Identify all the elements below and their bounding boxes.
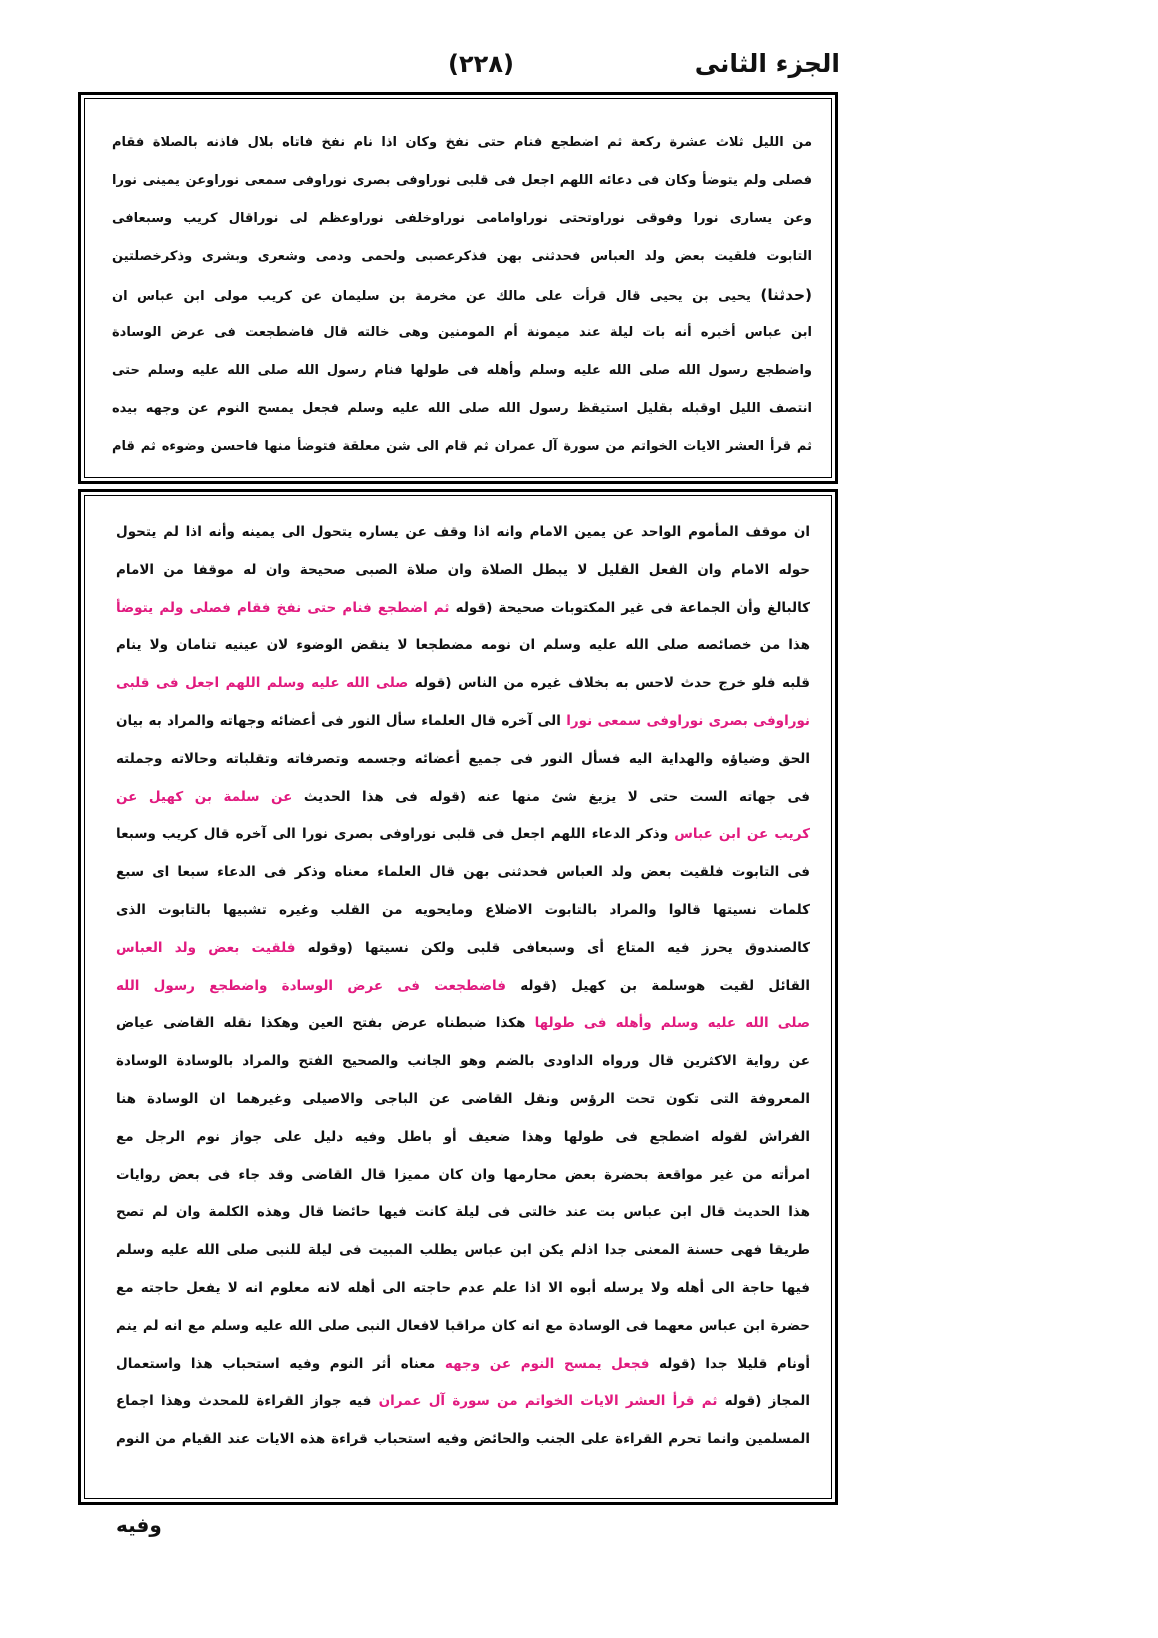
commentary-line: [116, 1157, 810, 1195]
commentary-line: [116, 1119, 810, 1157]
commentary-text: الى آخره قال العلماء سأل النور فى أعضائه وجهاته والمراد به بيان: [116, 712, 567, 729]
hadith-text: وعن يسارى نورا وفوقى نوراوتحتى نوراوامامى نوراوخلفى نوراوعظم لى نوراقال كريب وسبعافى: [112, 211, 812, 226]
commentary-text: معناه أثر النوم وفيه استحباب هذا واستعمال: [116, 1355, 445, 1372]
hadith-text: فصلى ولم يتوضأ وكان فى دعائه اللهم اجعل فى قلبى نوراوفى بصرى نوراوفى سمعى نوراوعن يمينى نورا: [112, 173, 812, 188]
commentary-text: فى التابوت فلقيت بعض ولد العباس فحدثنى بهن قال العلماء معناه وذكر فى الدعاء سبعا اى سبع: [116, 864, 810, 881]
quoted-matn: كريب عن ابن عباس: [674, 826, 810, 843]
quoted-matn: صلى الله عليه وسلم اللهم اجعل فى قلبى: [116, 675, 409, 692]
commentary-line: [116, 703, 810, 741]
commentary-text: قلبه فلو خرج حدث لاحس به بخلاف غيره من الناس (قوله: [408, 675, 810, 692]
commentary-line: [116, 665, 810, 703]
quoted-matn: ثم قرأ العشر الايات الخواتم من سورة آل عمران: [378, 1393, 718, 1410]
commentary-text: حوله الامام وان الفعل القليل لا يبطل الصلاة وان صلاة الصبى صحيحة وان له موقفا من الامام: [116, 561, 810, 578]
commentary-line: [116, 1308, 810, 1346]
hadith-line: [112, 162, 812, 200]
commentary-text: حضرة ابن عباس معهما فى الوسادة مع انه كان مراقبا لافعال النبى صلى الله عليه وسلم مع انه لم ينم: [116, 1317, 810, 1334]
commentary-text-block: [116, 514, 810, 1459]
hadith-line: [112, 428, 812, 466]
commentary-line: [116, 1346, 810, 1384]
commentary-text: المعروفة التى تكون تحت الرؤس ونقل القاضى عن الباجى والاصيلى وغيرهما ان الوسادة هنا: [116, 1090, 810, 1107]
commentary-text: هذا من خصائصه صلى الله عليه وسلم ان نومه مضطجعا لا ينقض الوضوء لان عينيه تنامان ولا ينام: [116, 637, 810, 654]
commentary-text: كلمات نسيتها قالوا والمراد بالتابوت الاضلاع ومايحويه من القلب وغيره تشبيها بالتابوت الذى: [116, 901, 810, 918]
hadith-box: [78, 92, 838, 484]
hadith-line: [112, 124, 812, 162]
commentary-line: [116, 1232, 810, 1270]
commentary-text: المسلمين وانما تحرم القراءة على الجنب والحائض وفيه استحباب قراءة هذه الايات عند القيام من النوم: [116, 1431, 810, 1448]
hadith-text: ثم قرأ العشر الايات الخواتم من سورة آل عمران ثم قام الى شن معلقة فتوضأ منها فاحسن وضوءه ثم قام: [112, 439, 812, 454]
commentary-line: [116, 1383, 810, 1421]
commentary-text: فى جهاته الست حتى لا يزيغ شئ منها عنه (قوله فى هذا الحديث: [292, 788, 810, 805]
hadith-line: [112, 352, 812, 390]
quoted-matn: صلى الله عليه وسلم وأهله فى طولها: [534, 1015, 810, 1032]
quoted-matn: نوراوفى بصرى نوراوفى سمعى نورا: [566, 712, 810, 729]
commentary-text: وذكر الدعاء اللهم اجعل فى قلبى نوراوفى بصرى نورا الى آخره قال كريب وسبعا: [116, 826, 675, 843]
commentary-text: عن رواية الاكثرين قال ورواه الداودى بالضم وهو الجانب والصحيح الفتح والمراد بالوسادة الوسادة: [116, 1053, 810, 1070]
commentary-text: فيها حاجة الى أهله ولا يرسله أبوه الا اذا علم عدم حاجته الى أهله لانه معلوم انه لا يفعل حاجته مع: [116, 1279, 810, 1296]
catchword: وفيه: [116, 1513, 162, 1537]
commentary-text: كالبالغ وأن الجماعة فى غير المكتوبات صحيحة (قوله: [449, 599, 810, 616]
hadith-line: [112, 314, 812, 352]
quoted-matn: فلقيت بعض ولد العباس: [116, 939, 296, 956]
commentary-text: ان موقف المأموم الواحد عن يمين الامام وانه اذا وقف عن يساره يتحول الى يمينه وأنه اذا لم يتحول: [116, 524, 810, 540]
hadith-line: [112, 200, 812, 238]
commentary-line: [116, 892, 810, 930]
hadith-text: ابن عباس أخبره أنه بات ليلة عند ميمونة أم المومنين وهى خالته قال فاضطجعت فى عرض الوسادة: [112, 325, 812, 340]
commentary-line: [116, 1043, 810, 1081]
commentary-line: [116, 552, 810, 590]
hadith-text: التابوت فلقيت بعض ولد العباس فحدثنى بهن فذكرعصبى ولحمى ودمى وشعرى وبشرى وذكرخصلتين: [112, 249, 812, 264]
commentary-line: [116, 627, 810, 665]
commentary-line: [116, 930, 810, 968]
commentary-text: القائل لقيت هوسلمة بن كهيل (قوله: [505, 977, 810, 994]
hadith-text-block: [112, 124, 812, 466]
commentary-text: كالصندوق يحرز فيه المتاع أى وسبعافى قلبى ولكن نسيتها (وقوله: [295, 939, 810, 956]
running-title: الجزء الثانى: [694, 49, 840, 78]
commentary-line: [116, 1081, 810, 1119]
hadith-text: يحيى بن يحيى قال قرأت على مالك عن مخرمة بن سليمان عن كريب مولى ابن عباس ان: [112, 289, 761, 304]
commentary-text: المجاز (قوله: [717, 1393, 810, 1410]
hadith-line: [112, 238, 812, 276]
commentary-text: الفراش لقوله اضطجع فى طولها وهذا ضعيف أو باطل وفيه دليل على جواز نوم الرجل مع: [116, 1128, 810, 1145]
hadith-line: [112, 390, 812, 428]
commentary-line: [116, 1270, 810, 1308]
hadith-text: انتصف الليل اوقبله بقليل استيقظ رسول الله صلى الله عليه وسلم فجعل يمسح النوم عن وجهه بيده: [112, 401, 812, 416]
commentary-text: أونام قليلا جدا (قوله: [649, 1355, 810, 1372]
page-number: (٢٢٨): [448, 50, 514, 78]
quoted-matn: ثم اضطجع فنام حتى نفخ فقام فصلى ولم يتوضأ: [116, 599, 450, 616]
commentary-text: هذا الحديث قال ابن عباس بت عند خالتى فى ليلة كانت فيها حائضا قال وهذه الكلمة وان لم تصح: [116, 1204, 810, 1221]
commentary-text: الحق وضياؤه والهداية اليه فسأل النور فى جميع أعضائه وجسمه وتصرفاته وتقلباته وحالاته وجملته: [116, 750, 810, 767]
commentary-line: [116, 1421, 810, 1459]
commentary-line: [116, 854, 810, 892]
commentary-line: [116, 1194, 810, 1232]
commentary-line: [116, 816, 810, 854]
commentary-line: [116, 1005, 810, 1043]
commentary-text: فيه جواز القراءة للمحدث وهذا اجماع: [116, 1393, 379, 1410]
quoted-matn: عن سلمة بن كهيل عن: [116, 788, 293, 805]
quoted-matn: فجعل يمسح النوم عن وجهه: [444, 1355, 650, 1372]
commentary-line: [116, 779, 810, 817]
commentary-text: طريقا فهى حسنة المعنى جدا اذلم يكن ابن عباس يطلب المبيت فى ليلة للنبى صلى الله عليه وسلم: [116, 1242, 810, 1259]
commentary-box: [78, 489, 838, 1505]
hadith-text: من الليل ثلاث عشرة ركعة ثم اضطجع فنام حتى نفخ وكان اذا نام نفخ فاتاه بلال فاذنه بالصلاة فقام: [112, 135, 812, 150]
hadith-text: واضطجع رسول الله صلى الله عليه وسلم وأهله فى طولها فنام رسول الله صلى الله عليه وسلم حتى: [112, 363, 812, 378]
commentary-line: [116, 968, 810, 1006]
quoted-matn: فاضطجعت فى عرض الوسادة واضطجع رسول الله: [116, 977, 506, 994]
isnad-heading: (حدثنا): [760, 286, 812, 304]
commentary-text: هكذا ضبطناه عرض بفتح العين وهكذا نقله القاضى عياض: [116, 1015, 535, 1032]
commentary-line: [116, 514, 810, 552]
hadith-line: [112, 276, 812, 314]
commentary-text: امرأته من غير مواقعة بحضرة بعض محارمها وان كان مميزا قال القاضى وقد جاء فى بعض روايات: [116, 1166, 810, 1183]
commentary-line: [116, 590, 810, 628]
commentary-line: [116, 741, 810, 779]
